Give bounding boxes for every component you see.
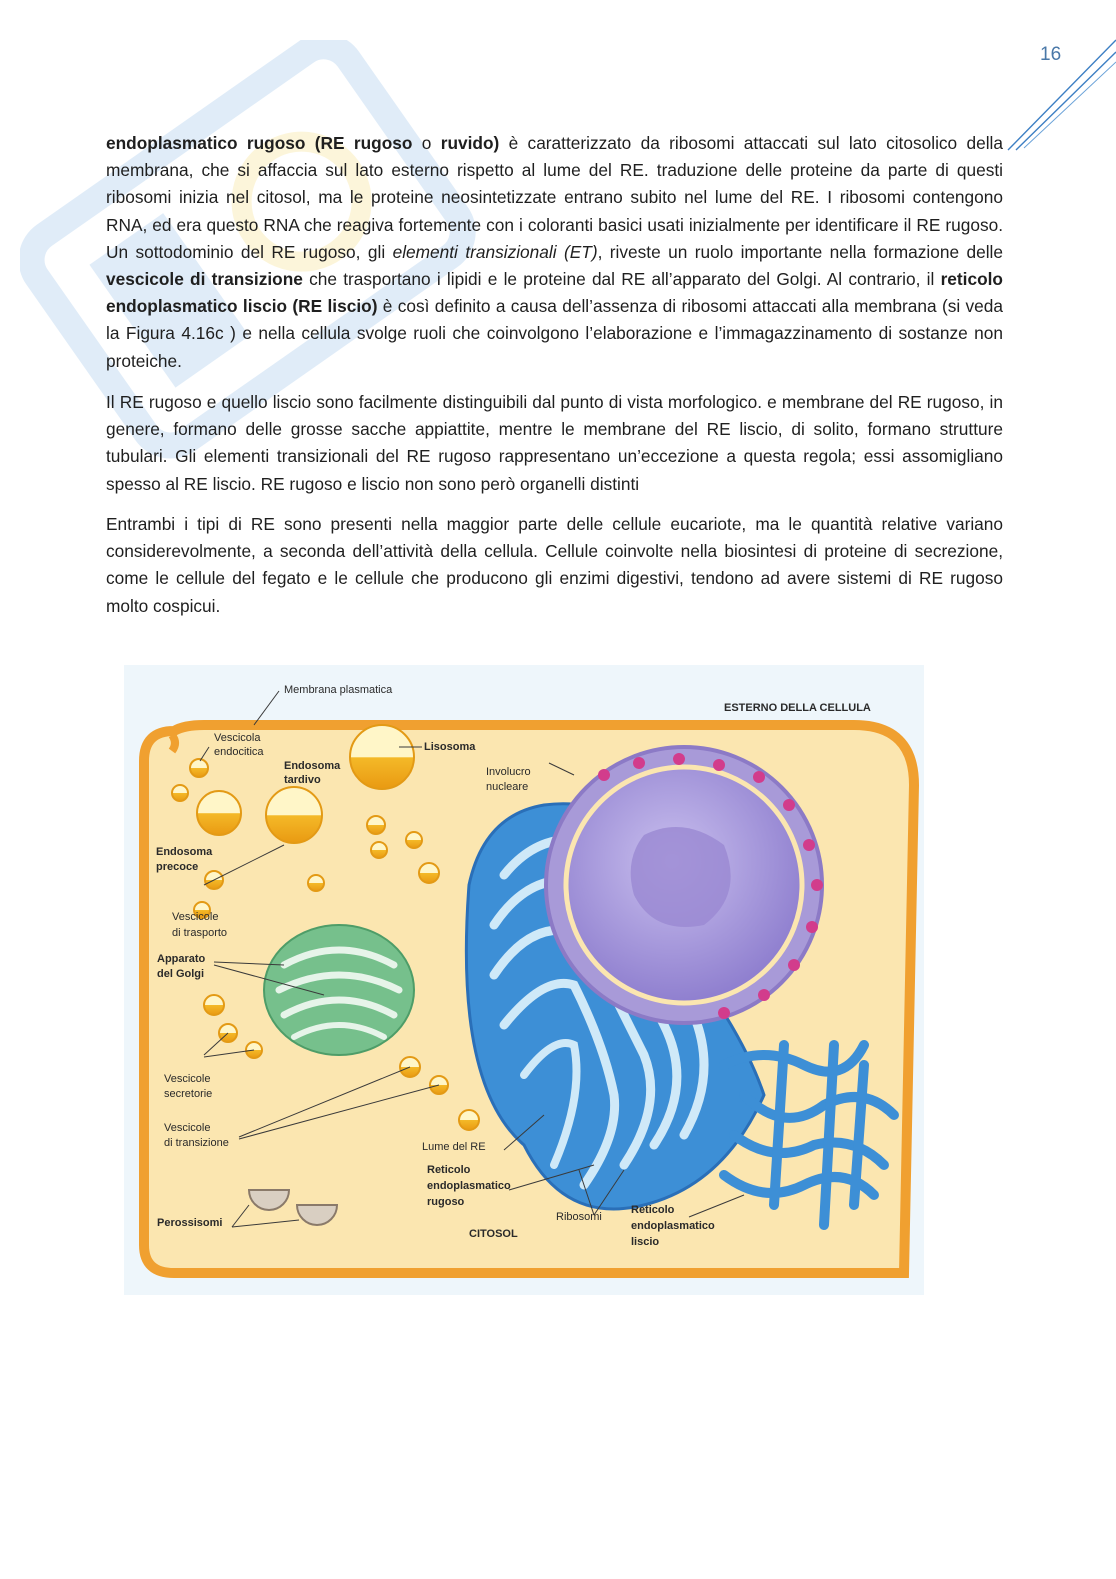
label-golgi-2: del Golgi: [157, 968, 205, 980]
endocytosis-notch: [172, 735, 175, 751]
label-golgi-1: Apparato: [157, 953, 206, 965]
label-transition-vesicles-2: di transizione: [164, 1137, 229, 1149]
paragraph-1-run: elementi transizionali (ET): [392, 241, 598, 262]
label-smooth-er-2: endoplasmatico: [631, 1220, 715, 1232]
label-nuclear-envelope-1: Involucro: [486, 766, 531, 778]
label-er-lumen: Lume del RE: [422, 1141, 486, 1153]
label-lysosome: Lisosoma: [424, 741, 476, 753]
label-endocytic-vesicle-2: endocitica: [214, 746, 264, 758]
page-number: 16: [1040, 44, 1062, 65]
paragraph-1-run: è così definito a causa dell’assenza di ribosomi attaccati alla membrana (si veda la Figura 4.16c ) e nella cellula svolge ruoli che coinvolgono l’elaborazione e l’immagazzinamento di sostanze non proteiche.: [106, 296, 1003, 371]
paragraph-3-text: Entrambi i tipi di RE sono presenti nella maggior parte delle cellule eucariote, ma le quantità relative variano considerevolmente, a seconda dell’attività della cellula. Cellule coinvolte nella biosintesi di proteine di secrezione, come le cellule del fegato e le cellule che producono gli enzimi digestivi, tendono ad avere sistemi di RE rugoso molto cospicui.: [106, 514, 1003, 616]
paragraph-1-text: [106, 130, 1003, 375]
cell-diagram-figure: [124, 665, 924, 1295]
label-cytosol: CITOSOL: [469, 1228, 518, 1240]
label-secretory-vesicles-1: Vescicole: [164, 1073, 211, 1085]
paragraph-1-run: reticolo endoplasmatico liscio (RE liscio): [106, 269, 1003, 317]
label-rough-er-1: Reticolo: [427, 1164, 471, 1176]
paragraph-1-run: o: [412, 133, 441, 153]
paragraph-1-run: endoplasmatico rugoso (RE rugoso: [106, 133, 413, 153]
paragraph-1-run: ruvido): [440, 133, 500, 153]
golgi-apparatus: [264, 925, 414, 1055]
label-plasma-membrane: Membrana plasmatica: [284, 684, 393, 696]
label-early-endosome-2: precoce: [156, 861, 199, 873]
label-early-endosome-1: Endosoma: [156, 846, 213, 858]
paragraph-2: [106, 389, 1003, 498]
label-late-endosome-2: tardivo: [284, 774, 321, 786]
label-transport-vesicles-1: Vescicole: [172, 911, 219, 923]
paragraph-1: [106, 130, 1003, 375]
paragraph-2-text: Il RE rugoso e quello liscio sono facilmente distinguibili dal punto di vista morfologico. e membrane del RE rugoso, in genere, formano delle grosse sacche appiattite, mentre le membrane del RE liscio, di solito, formano strutture tubulari. Gli elementi transizionali del RE rugoso rappresentano un’eccezione a questa regola; essi assomigliano spesso al RE liscio. RE rugoso e liscio non sono però organelli distinti: [106, 392, 1003, 494]
paragraph-3: [106, 511, 1003, 620]
label-peroxisomes: Perossisomi: [157, 1217, 223, 1229]
label-transition-vesicles-1: Vescicole: [164, 1122, 211, 1134]
label-nuclear-envelope-2: nucleare: [486, 781, 529, 793]
label-endocytic-vesicle-1: Vescicola: [214, 732, 261, 744]
label-smooth-er-3: liscio: [631, 1236, 660, 1248]
paragraph-1-run: vescicole di transizione: [106, 269, 303, 290]
label-smooth-er-1: Reticolo: [631, 1204, 675, 1216]
paragraph-1-run: è caratterizzato da ribosomi attaccati sul lato citosolico della membrana, che si affaccia sul lato esterno rispetto al lume del RE. traduzione delle proteine da parte di questi ribosomi inizia nel citosol, ma le proteine neosintetizzate entrano subito nel lume del RE. I ribosomi contengono RNA, ed era questo RNA che reagiva fortemente con i coloranti basici usati inizialmente per identificare il RE rugoso. Un sottodominio del RE rugoso, gli: [106, 133, 1003, 262]
label-rough-er-2: endoplasmatico: [427, 1180, 511, 1192]
cell-diagram: [124, 665, 924, 1295]
label-rough-er-3: rugoso: [427, 1196, 465, 1208]
label-secretory-vesicles-2: secretorie: [164, 1088, 213, 1100]
label-late-endosome-1: Endosoma: [284, 760, 341, 772]
nucleus: [546, 747, 822, 1023]
paragraph-1-run: , riveste un ruolo importante nella formazione delle: [597, 241, 1003, 262]
paragraph-1-run: che trasportano i lipidi e le proteine dal RE all’apparato del Golgi. Al contrario, il: [302, 269, 941, 290]
label-transport-vesicles-2: di trasporto: [172, 927, 228, 939]
label-outside-cell: ESTERNO DELLA CELLULA: [724, 702, 871, 714]
label-ribosomes: Ribosomi: [556, 1211, 602, 1223]
